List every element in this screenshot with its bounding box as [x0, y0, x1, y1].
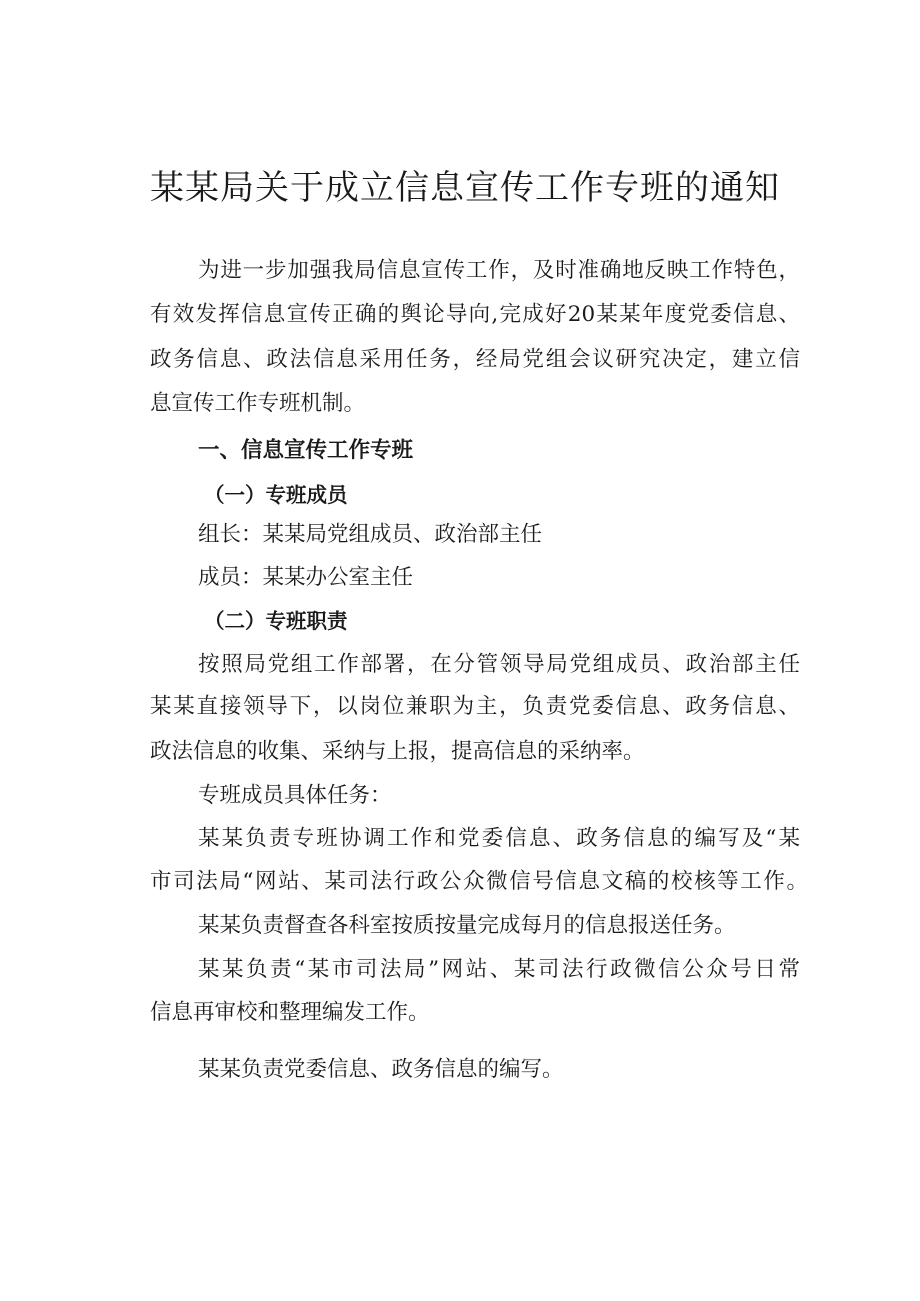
document-title: 某某局关于成立信息宣传工作专班的通知 — [150, 168, 780, 208]
task3-line-2: 信息再审校和整理编发工作。 — [150, 1000, 430, 1025]
task2-line: 某某负责督查各科室按质按量完成每月的信息报送任务。 — [198, 913, 736, 938]
task4-line: 某某负责党委信息、政务信息的编写。 — [198, 1057, 564, 1082]
task1-line-2: 市司法局“网站、某司法行政公众微信号信息文稿的校核等工作。 — [150, 869, 808, 894]
subsection-heading-1: （一）专班成员 — [204, 483, 348, 507]
subsection-heading-2: （二）专班职责 — [204, 609, 348, 633]
leader-line: 组长：某某局党组成员、政治部主任 — [198, 522, 543, 547]
section-heading-1: 一、信息宣传工作专班 — [198, 438, 414, 463]
task3-line-1: 某某负责“某市司法局”网站、某司法行政微信公众号日常 — [198, 957, 800, 982]
task1-line-1: 某某负责专班协调工作和党委信息、政务信息的编写及“某 — [198, 826, 800, 851]
tasks-intro: 专班成员具体任务： — [198, 783, 392, 808]
duties-line-3: 政法信息的收集、采纳与上报，提高信息的采纳率。 — [150, 739, 645, 764]
intro-line-2: 有效发挥信息宣传正确的舆论导向,完成好20某某年度党委信息、 — [150, 302, 800, 327]
duties-line-1: 按照局党组工作部署，在分管领导局党组成员、政治部主任 — [198, 652, 800, 677]
duties-line-2: 某某直接领导下，以岗位兼职为主，负责党委信息、政务信息、 — [150, 694, 800, 719]
intro-line-1: 为进一步加强我局信息宣传工作，及时准确地反映工作特色， — [198, 258, 800, 283]
intro-line-4: 息宣传工作专班机制。 — [150, 391, 366, 416]
member-line: 成员：某某办公室主任 — [198, 565, 414, 590]
intro-line-3: 政务信息、政法信息采用任务，经局党组会议研究决定，建立信 — [150, 347, 800, 372]
